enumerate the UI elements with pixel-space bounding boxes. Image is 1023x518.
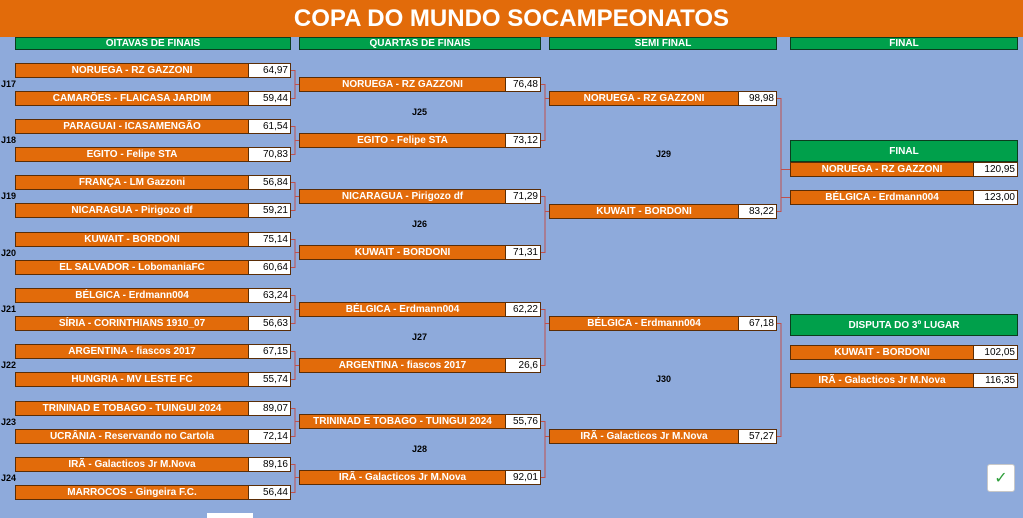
connector-quartas — [541, 197, 545, 253]
match-label: J17 — [1, 78, 17, 89]
team-score: 61,54 — [248, 120, 290, 133]
team-name: BÉLGICA - Erdmann004 — [825, 192, 939, 203]
team-score: 76,48 — [505, 78, 540, 91]
match-label: J22 — [1, 359, 17, 370]
connector-oitavas — [291, 296, 295, 324]
sheet-tab[interactable] — [207, 513, 253, 518]
team-name: KUWAIT - BORDONI — [834, 347, 930, 358]
team-name: BÉLGICA - Erdmann004 — [75, 290, 189, 301]
team-name: TRININAD E TOBAGO - TUINGUI 2024 — [313, 416, 492, 427]
quartas-team-row — [299, 77, 541, 92]
team-score: 89,16 — [248, 458, 290, 471]
oitavas-team-row — [15, 316, 291, 331]
oitavas-team-row — [15, 260, 291, 275]
team-score: 63,24 — [248, 289, 290, 302]
team-name: HUNGRIA - MV LESTE FC — [71, 374, 193, 385]
team-score: 89,07 — [248, 402, 290, 415]
team-name: NORUEGA - RZ GAZZONI — [583, 93, 705, 104]
team-score: 75,14 — [248, 233, 290, 246]
connector-oitavas — [291, 409, 295, 437]
team-score: 67,15 — [248, 345, 290, 358]
oitavas-team-row — [15, 429, 291, 444]
team-score: 64,97 — [248, 64, 290, 77]
oitavas-team-row — [15, 119, 291, 134]
team-name: NICARAGUA - Pirigozo df — [71, 205, 193, 216]
team-score: 56,63 — [248, 317, 290, 330]
oitavas-team-row — [15, 288, 291, 303]
team-score: 67,18 — [738, 317, 776, 330]
connector-quartas — [541, 85, 545, 141]
oitavas-team-row — [15, 372, 291, 387]
semi-team-row — [549, 91, 777, 106]
team-score: 55,76 — [505, 415, 540, 428]
team-name: NORUEGA - RZ GAZZONI — [821, 164, 943, 175]
oitavas-team-row — [15, 203, 291, 218]
header-final: FINAL — [790, 37, 1018, 50]
team-name: FRANÇA - LM Gazzoni — [78, 177, 186, 188]
final-team-row — [790, 162, 1018, 177]
match-label: J30 — [656, 374, 672, 384]
team-name: KUWAIT - BORDONI — [84, 234, 180, 245]
match-label: J20 — [1, 247, 17, 258]
team-score: 62,22 — [505, 303, 540, 316]
page-title: COPA DO MUNDO SOCAMPEONATOS — [0, 0, 1023, 37]
quartas-team-row — [299, 358, 541, 373]
oitavas-team-row — [15, 232, 291, 247]
team-score: 83,22 — [738, 205, 776, 218]
team-score: 92,01 — [505, 471, 540, 484]
semi-team-row — [549, 429, 777, 444]
team-name: IRÃ - Galacticos Jr M.Nova — [580, 431, 708, 442]
team-name: IRÃ - Galacticos Jr M.Nova — [818, 375, 946, 386]
oitavas-team-row — [15, 485, 291, 500]
confirm-check-button[interactable] — [987, 464, 1015, 492]
third-place-header: DISPUTA DO 3º LUGAR — [790, 314, 1018, 336]
connector-quartas — [541, 422, 545, 478]
team-name: KUWAIT - BORDONI — [596, 206, 692, 217]
header-semi: SEMI FINAL — [549, 37, 777, 50]
team-name: KUWAIT - BORDONI — [354, 247, 451, 258]
team-name: NORUEGA - RZ GAZZONI — [342, 79, 463, 90]
team-score: 116,35 — [973, 374, 1017, 387]
team-name: NORUEGA - RZ GAZZONI — [71, 65, 193, 76]
final-team-row — [790, 190, 1018, 205]
final-box-header: FINAL — [790, 140, 1018, 162]
header-quartas: QUARTAS DE FINAIS — [299, 37, 541, 50]
team-score: 123,00 — [973, 191, 1017, 204]
connector-oitavas — [291, 465, 295, 493]
team-name: IRÃ - Galacticos Jr M.Nova — [68, 459, 196, 470]
team-score: 71,29 — [505, 190, 540, 203]
team-score: 70,83 — [248, 148, 290, 161]
semi-team-row — [549, 204, 777, 219]
connector-semi — [777, 99, 781, 212]
quartas-team-row — [299, 302, 541, 317]
team-score: 72,14 — [248, 430, 290, 443]
match-label: J24 — [1, 472, 17, 483]
team-name: CAMARÕES - FLAICASA JARDIM — [52, 93, 212, 104]
oitavas-team-row — [15, 147, 291, 162]
oitavas-team-row — [15, 91, 291, 106]
team-score: 57,27 — [738, 430, 776, 443]
match-label: J26 — [412, 218, 428, 229]
team-score: 98,98 — [738, 92, 776, 105]
match-label: J28 — [412, 443, 428, 454]
oitavas-team-row — [15, 63, 291, 78]
team-score: 55,74 — [248, 373, 290, 386]
team-name: TRININAD E TOBAGO - TUINGUI 2024 — [42, 403, 222, 414]
third-place-team-row — [790, 373, 1018, 388]
match-label: J18 — [1, 134, 17, 145]
team-score: 102,05 — [973, 346, 1017, 359]
oitavas-team-row — [15, 401, 291, 416]
team-name: EL SALVADOR - LobomaniaFC — [59, 262, 205, 273]
team-score: 60,64 — [248, 261, 290, 274]
match-label: J29 — [656, 149, 672, 159]
team-name: EGITO - Felipe STA — [86, 149, 178, 160]
team-name: ARGENTINA - fiascos 2017 — [338, 360, 467, 371]
header-oitavas: OITAVAS DE FINAIS — [15, 37, 291, 50]
team-score: 71,31 — [505, 246, 540, 259]
oitavas-team-row — [15, 457, 291, 472]
team-score: 59,44 — [248, 92, 290, 105]
connector-semi — [777, 324, 781, 437]
match-label: J21 — [1, 303, 17, 314]
quartas-team-row — [299, 414, 541, 429]
team-name: EGITO - Felipe STA — [357, 135, 448, 146]
team-name: PARAGUAI - ICASAMENGÃO — [63, 121, 201, 132]
oitavas-team-row — [15, 344, 291, 359]
third-place-team-row — [790, 345, 1018, 360]
match-label: J27 — [412, 331, 428, 342]
team-name: BÉLGICA - Erdmann004 — [345, 304, 460, 315]
team-score: 56,84 — [248, 176, 290, 189]
team-score: 120,95 — [973, 163, 1017, 176]
connector-oitavas — [291, 352, 295, 380]
match-label: J23 — [1, 416, 17, 427]
connector-oitavas — [291, 71, 295, 99]
team-name: UCRÂNIA - Reservando no Cartola — [49, 431, 215, 442]
team-name: BÉLGICA - Erdmann004 — [587, 318, 701, 329]
quartas-team-row — [299, 133, 541, 148]
team-name: NICARAGUA - Pirigozo df — [341, 191, 464, 202]
connector-quartas — [541, 310, 545, 366]
team-name: MARROCOS - Gingeira F.C. — [67, 487, 197, 498]
team-name: IRÃ - Galacticos Jr M.Nova — [338, 472, 467, 483]
oitavas-team-row — [15, 175, 291, 190]
team-name: ARGENTINA - fiascos 2017 — [68, 346, 196, 357]
semi-team-row — [549, 316, 777, 331]
connector-oitavas — [291, 240, 295, 268]
check-icon: ✓ — [994, 470, 1008, 487]
team-score: 73,12 — [505, 134, 540, 147]
match-label: J19 — [1, 190, 17, 201]
connector-oitavas — [291, 183, 295, 211]
match-label: J25 — [412, 106, 428, 117]
team-name: SÍRIA - CORINTHIANS 1910_07 — [58, 318, 206, 329]
team-score: 59,21 — [248, 204, 290, 217]
quartas-team-row — [299, 245, 541, 260]
connector-oitavas — [291, 127, 295, 155]
quartas-team-row — [299, 470, 541, 485]
quartas-team-row — [299, 189, 541, 204]
team-score: 26,6 — [505, 359, 540, 372]
team-score: 56,44 — [248, 486, 290, 499]
